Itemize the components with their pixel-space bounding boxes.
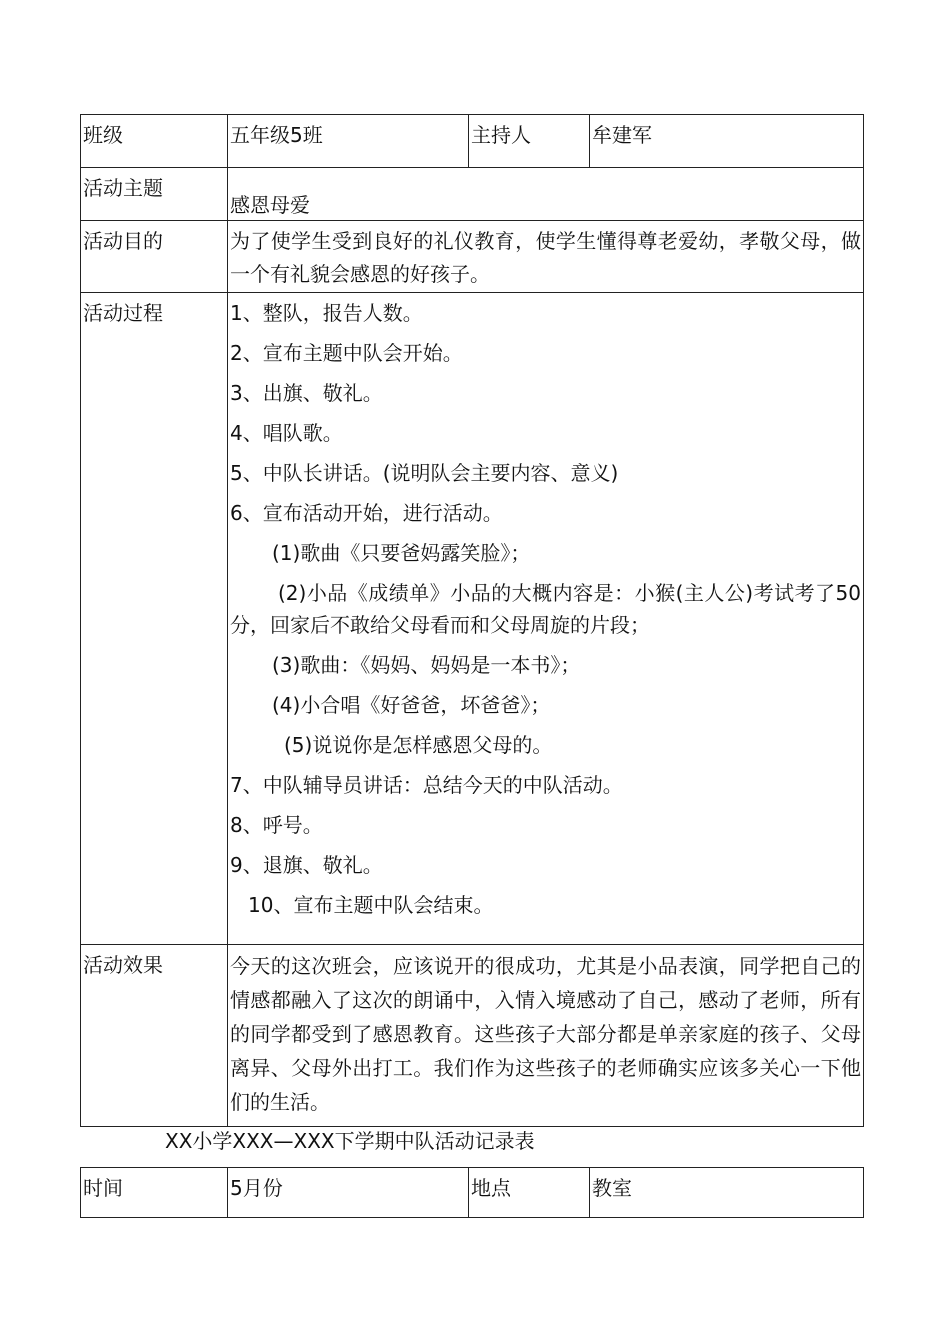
time-value: 5月份 (228, 1168, 469, 1218)
row-process (81, 293, 864, 945)
theme-text: 感恩母爱 (230, 193, 310, 217)
host-value: 牟建军 (590, 115, 864, 168)
table-caption: XX小学XXX—XXX下学期中队活动记录表 (165, 1129, 535, 1153)
process-substep: (3)歌曲：《妈妈、妈妈是一本书》； (272, 653, 581, 677)
activity-record-table (80, 114, 864, 1127)
row-theme (81, 168, 864, 221)
row-effect (81, 945, 864, 1127)
process-substep: (2)小品《成绩单》小品的大概内容是：小猴(主人公)考试考了50分，回家后不敢给父母看而和父母周旋的片段； (230, 581, 861, 637)
place-value: 教室 (590, 1168, 864, 1218)
row-purpose (81, 221, 864, 293)
process-step: 6、宣布活动开始，进行活动。 (230, 501, 503, 525)
class-value: 五年级5班 (228, 115, 469, 168)
class-label: 班级 (81, 115, 228, 168)
process-step: 9、退旗、敬礼。 (230, 853, 383, 877)
host-label: 主持人 (469, 115, 590, 168)
effect-label: 活动效果 (81, 945, 228, 1127)
process-step: 7、中队辅导员讲话：总结今天的中队活动。 (230, 773, 623, 797)
process-step: 1、整队，报告人数。 (230, 301, 423, 325)
process-substep: (5)说说你是怎样感恩父母的。 (284, 733, 553, 757)
process-step: 3、出旗、敬礼。 (230, 381, 383, 405)
effect-value (228, 945, 864, 1127)
process-step: 10、宣布主题中队会结束。 (248, 893, 494, 917)
process-step: 8、呼号。 (230, 813, 323, 837)
purpose-text: 为了使学生受到良好的礼仪教育，使学生懂得尊老爱幼，孝敬父母，做一个有礼貌会感恩的好孩子。 (230, 229, 861, 286)
activity-record-table-2 (80, 1167, 864, 1218)
row-class (81, 115, 864, 168)
process-substep: (1)歌曲《只要爸妈露笑脸》； (272, 541, 531, 565)
purpose-label: 活动目的 (81, 221, 228, 293)
process-steps (228, 293, 864, 945)
process-label: 活动过程 (81, 293, 228, 945)
process-substep: (4)小合唱《好爸爸，坏爸爸》； (272, 693, 551, 717)
process-step: 4、唱队歌。 (230, 421, 343, 445)
place-label: 地点 (469, 1168, 590, 1218)
time-label: 时间 (81, 1168, 228, 1218)
process-step: 2、宣布主题中队会开始。 (230, 341, 463, 365)
effect-text: 今天的这次班会，应该说开的很成功，尤其是小品表演，同学把自己的情感都融入了这次的朗诵中，入情入境感动了自己，感动了老师，所有的同学都受到了感恩教育。这些孩子大部分都是单亲家庭的孩子、父母离异、父母外出打工。我们作为这些孩子的老师确实应该多关心一下他们的生活。 (230, 954, 861, 1114)
row-time (81, 1168, 864, 1218)
theme-label: 活动主题 (81, 168, 228, 221)
process-step: 5、中队长讲话。(说明队会主要内容、意义) (230, 461, 619, 485)
purpose-value (228, 221, 864, 293)
theme-value (228, 168, 864, 221)
